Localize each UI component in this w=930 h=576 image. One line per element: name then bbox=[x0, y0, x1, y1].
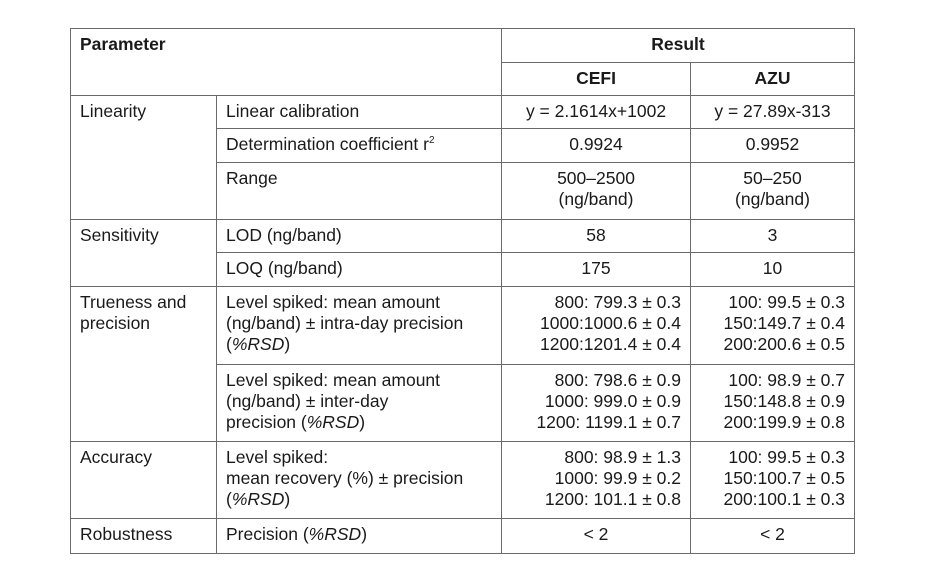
label-inter-day bbox=[217, 365, 502, 442]
header-result: Result bbox=[502, 29, 855, 63]
intra-label: Level spiked: mean amount (ng/band) ± intra-day precision ( bbox=[226, 292, 464, 354]
label-determination-coefficient bbox=[217, 129, 502, 163]
header-parameter: Parameter bbox=[71, 29, 502, 96]
coefficient-text: Determination coefficient r bbox=[226, 134, 429, 154]
azu-robustness: < 2 bbox=[691, 519, 855, 554]
cefi-inter-day: 800: 798.6 ± 0.9 1000: 999.0 ± 0.9 1200: 1199.1 ± 0.7 bbox=[502, 365, 691, 442]
coefficient-sup: 2 bbox=[428, 135, 435, 146]
group-accuracy: Accuracy bbox=[71, 442, 217, 519]
azu-coefficient: 0.9952 bbox=[691, 129, 855, 163]
azu-accuracy: 100: 99.5 ± 0.3 150:100.7 ± 0.5 200:100.1 ± 0.3 bbox=[691, 442, 855, 519]
accuracy-rsd: %RSD bbox=[231, 489, 285, 509]
inter-paren: ) bbox=[359, 412, 366, 432]
azu-range: 50–250 (ng/band) bbox=[691, 163, 855, 220]
validation-table bbox=[70, 28, 855, 554]
robustness-paren: ) bbox=[361, 524, 368, 544]
azu-intra-day: 100: 99.5 ± 0.3 150:149.7 ± 0.4 200:200.6 ± 0.5 bbox=[691, 287, 855, 365]
cefi-coefficient: 0.9924 bbox=[502, 129, 691, 163]
accuracy-paren: ) bbox=[284, 489, 291, 509]
inter-rsd: %RSD bbox=[306, 412, 360, 432]
group-sensitivity: Sensitivity bbox=[71, 220, 217, 287]
label-recovery bbox=[217, 442, 502, 519]
cefi-robustness: < 2 bbox=[502, 519, 691, 554]
cefi-accuracy: 800: 98.9 ± 1.3 1000: 99.9 ± 0.2 1200: 101.1 ± 0.8 bbox=[502, 442, 691, 519]
cefi-calibration: y = 2.1614x+1002 bbox=[502, 96, 691, 129]
intra-rsd: %RSD bbox=[231, 334, 285, 354]
label-lod: LOD (ng/band) bbox=[217, 220, 502, 253]
header-cefi: CEFI bbox=[502, 63, 691, 96]
intra-paren: ) bbox=[284, 334, 291, 354]
azu-calibration: y = 27.89x-313 bbox=[691, 96, 855, 129]
label-loq: LOQ (ng/band) bbox=[217, 253, 502, 287]
cefi-range: 500–2500 (ng/band) bbox=[502, 163, 691, 220]
robustness-label: Precision ( bbox=[226, 524, 309, 544]
group-robustness: Robustness bbox=[71, 519, 217, 554]
label-linear-calibration: Linear calibration bbox=[217, 96, 502, 129]
label-range: Range bbox=[217, 163, 502, 220]
group-linearity: Linearity bbox=[71, 96, 217, 220]
inter-label: Level spiked: mean amount (ng/band) ± inter-day precision ( bbox=[226, 370, 441, 432]
cefi-loq: 175 bbox=[502, 253, 691, 287]
label-intra-day bbox=[217, 287, 502, 365]
cefi-intra-day: 800: 799.3 ± 0.3 1000:1000.6 ± 0.4 1200:1201.4 ± 0.4 bbox=[502, 287, 691, 365]
header-azu: AZU bbox=[691, 63, 855, 96]
group-trueness: Trueness and precision bbox=[71, 287, 217, 442]
label-precision bbox=[217, 519, 502, 554]
azu-lod: 3 bbox=[691, 220, 855, 253]
azu-loq: 10 bbox=[691, 253, 855, 287]
accuracy-label: Level spiked: mean recovery (%) ± precision ( bbox=[226, 447, 464, 509]
azu-inter-day: 100: 98.9 ± 0.7 150:148.8 ± 0.9 200:199.9 ± 0.8 bbox=[691, 365, 855, 442]
cefi-lod: 58 bbox=[502, 220, 691, 253]
robustness-rsd: %RSD bbox=[308, 524, 362, 544]
